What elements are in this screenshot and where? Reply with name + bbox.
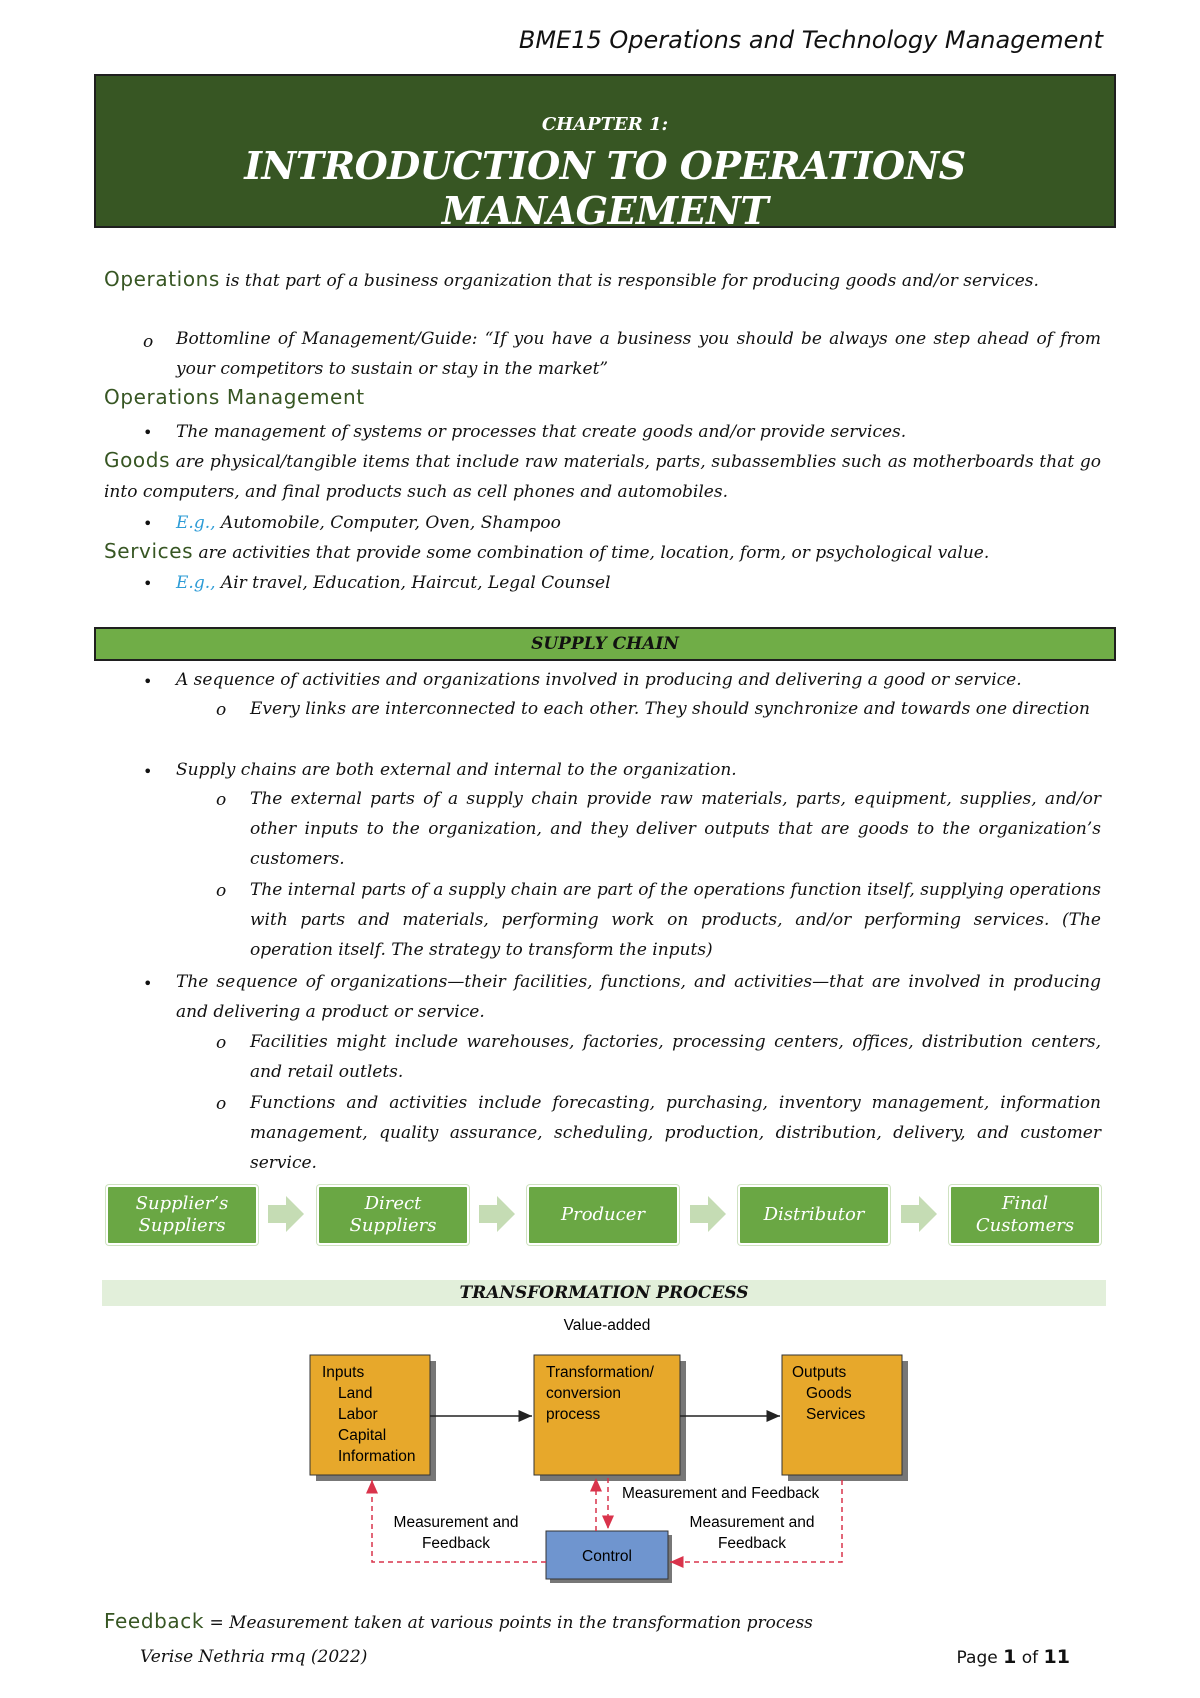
eg-label: E.g.,: [176, 573, 216, 593]
chain-box-direct-suppliers: Direct Suppliers: [317, 1185, 469, 1245]
sub-bullet-marker: o: [143, 332, 154, 352]
sc-bullet-3-sub-2: Functions and activities include forecasting, purchasing, inventory management, information management, quality assurance, scheduling, production, distribution, delivery, and customer service.: [250, 1093, 1101, 1173]
process-line: process: [546, 1406, 601, 1423]
goods-term: Goods: [104, 448, 171, 472]
chapter-label: CHAPTER 1:: [541, 114, 669, 135]
sc-bullet-1-sub-1: Every links are interconnected to each other. They should synchronize and towards one direction: [250, 699, 1090, 719]
om-heading: Operations Management: [104, 385, 365, 409]
sc-bullet-2-sub-2: The internal parts of a supply chain are part of the operations function itself, supplying operations with parts and materials, performing work on products, and/or performing services. (The operation itself. The strategy to transform the inputs): [250, 880, 1101, 960]
services-eg-text: Air travel, Education, Haircut, Legal Counsel: [215, 573, 611, 593]
bullet-marker: •: [143, 423, 153, 442]
process-line: conversion: [546, 1385, 621, 1402]
chapter-title: INTRODUCTION TO OPERATIONS MANAGEMENT: [244, 143, 966, 233]
goods-def-text: are physical/tangible items that include raw materials, parts, subassemblies such as motherboards that go into computers, and final products such as cell phones and automobiles.: [104, 452, 1101, 502]
control-label: Control: [582, 1548, 632, 1565]
bullet-marker: •: [143, 514, 153, 533]
eg-label: E.g.,: [176, 513, 216, 533]
sub-bullet-marker: o: [216, 1094, 227, 1114]
outputs-title: Outputs: [792, 1364, 847, 1381]
sc-bullet-1: A sequence of activities and organizations involved in producing and delivering a good or service.: [176, 670, 1022, 690]
inputs-title: Inputs: [322, 1364, 365, 1381]
page-number: [957, 1646, 1070, 1668]
sc-bullet-2-sub-1: The external parts of a supply chain provide raw materials, parts, equipment, supplies, and/or other inputs to the organization, and they deliver outputs that are goods to the organization’s customers.: [250, 789, 1101, 869]
sub-bullet-marker: o: [216, 881, 227, 901]
services-term: Services: [104, 539, 194, 563]
feedback-right-label: Measurement and: [689, 1514, 815, 1531]
page-total: 11: [1043, 1646, 1070, 1668]
goods-eg-text: Automobile, Computer, Oven, Shampoo: [215, 513, 561, 533]
sc-bullet-2: Supply chains are both external and internal to the organization.: [176, 760, 737, 780]
input-item: Land: [338, 1385, 373, 1402]
feedback-left-label: Feedback: [421, 1535, 491, 1552]
value-added-label: Value-added: [563, 1317, 651, 1334]
chain-box-producer: Producer: [527, 1185, 679, 1245]
process-line: Transformation/: [546, 1364, 654, 1381]
feedback-definition: [104, 1606, 1101, 1638]
page-current: 1: [1003, 1646, 1017, 1668]
supply-chain-heading: SUPPLY CHAIN: [94, 627, 1116, 661]
feedback-term: Feedback: [104, 1609, 205, 1633]
input-item: Capital: [338, 1427, 387, 1444]
operations-term: Operations: [104, 267, 220, 291]
bullet-marker: •: [143, 672, 153, 691]
operations-def-text: is that part of a business organization that is responsible for producing goods and/or services.: [219, 271, 1039, 291]
sub-bullet-marker: o: [216, 700, 227, 720]
chain-box-suppliers-suppliers: Supplier’s Suppliers: [106, 1185, 258, 1245]
output-item: Services: [806, 1406, 866, 1423]
bullet-marker: •: [143, 974, 153, 993]
output-item: Goods: [806, 1385, 852, 1402]
sc-bullet-3-sub-1: Facilities might include warehouses, factories, processing centers, offices, distribution centers, and retail outlets.: [250, 1032, 1101, 1082]
document-header-title: BME15 Operations and Technology Management: [518, 26, 1103, 54]
sub-bullet-marker: o: [216, 790, 227, 810]
bullet-marker: •: [143, 762, 153, 781]
om-bullet: The management of systems or processes that create goods and/or provide services.: [176, 422, 907, 442]
footer-author: Verise Nethria rmq (2022): [140, 1647, 368, 1667]
page-of-label: of: [1016, 1648, 1044, 1668]
input-item: Labor: [338, 1406, 378, 1423]
sub-bullet-marker: o: [216, 1033, 227, 1053]
services-def-text: are activities that provide some combination of time, location, form, or psychological value.: [193, 543, 990, 563]
sc-bullet-3: The sequence of organizations—their facilities, functions, and activities—that are involved in producing and delivering a product or service.: [176, 972, 1101, 1022]
feedback-mid-label: Measurement and Feedback: [622, 1485, 820, 1502]
feedback-right-label: Feedback: [717, 1535, 787, 1552]
chain-box-distributor: Distributor: [738, 1185, 890, 1245]
page-label: Page: [956, 1648, 1004, 1668]
input-item: Information: [338, 1448, 416, 1465]
feedback-def-text: = Measurement taken at various points in the transformation process: [204, 1613, 813, 1633]
bullet-marker: •: [143, 574, 153, 593]
chain-box-final-customers: Final Customers: [949, 1185, 1101, 1245]
transformation-heading: TRANSFORMATION PROCESS: [102, 1280, 1106, 1306]
bottomline-text: Bottomline of Management/Guide: “If you have a business you should be always one step ahead of from your competitors to sustain or stay in the market”: [176, 329, 1101, 379]
feedback-left-label: Measurement and: [393, 1514, 519, 1531]
